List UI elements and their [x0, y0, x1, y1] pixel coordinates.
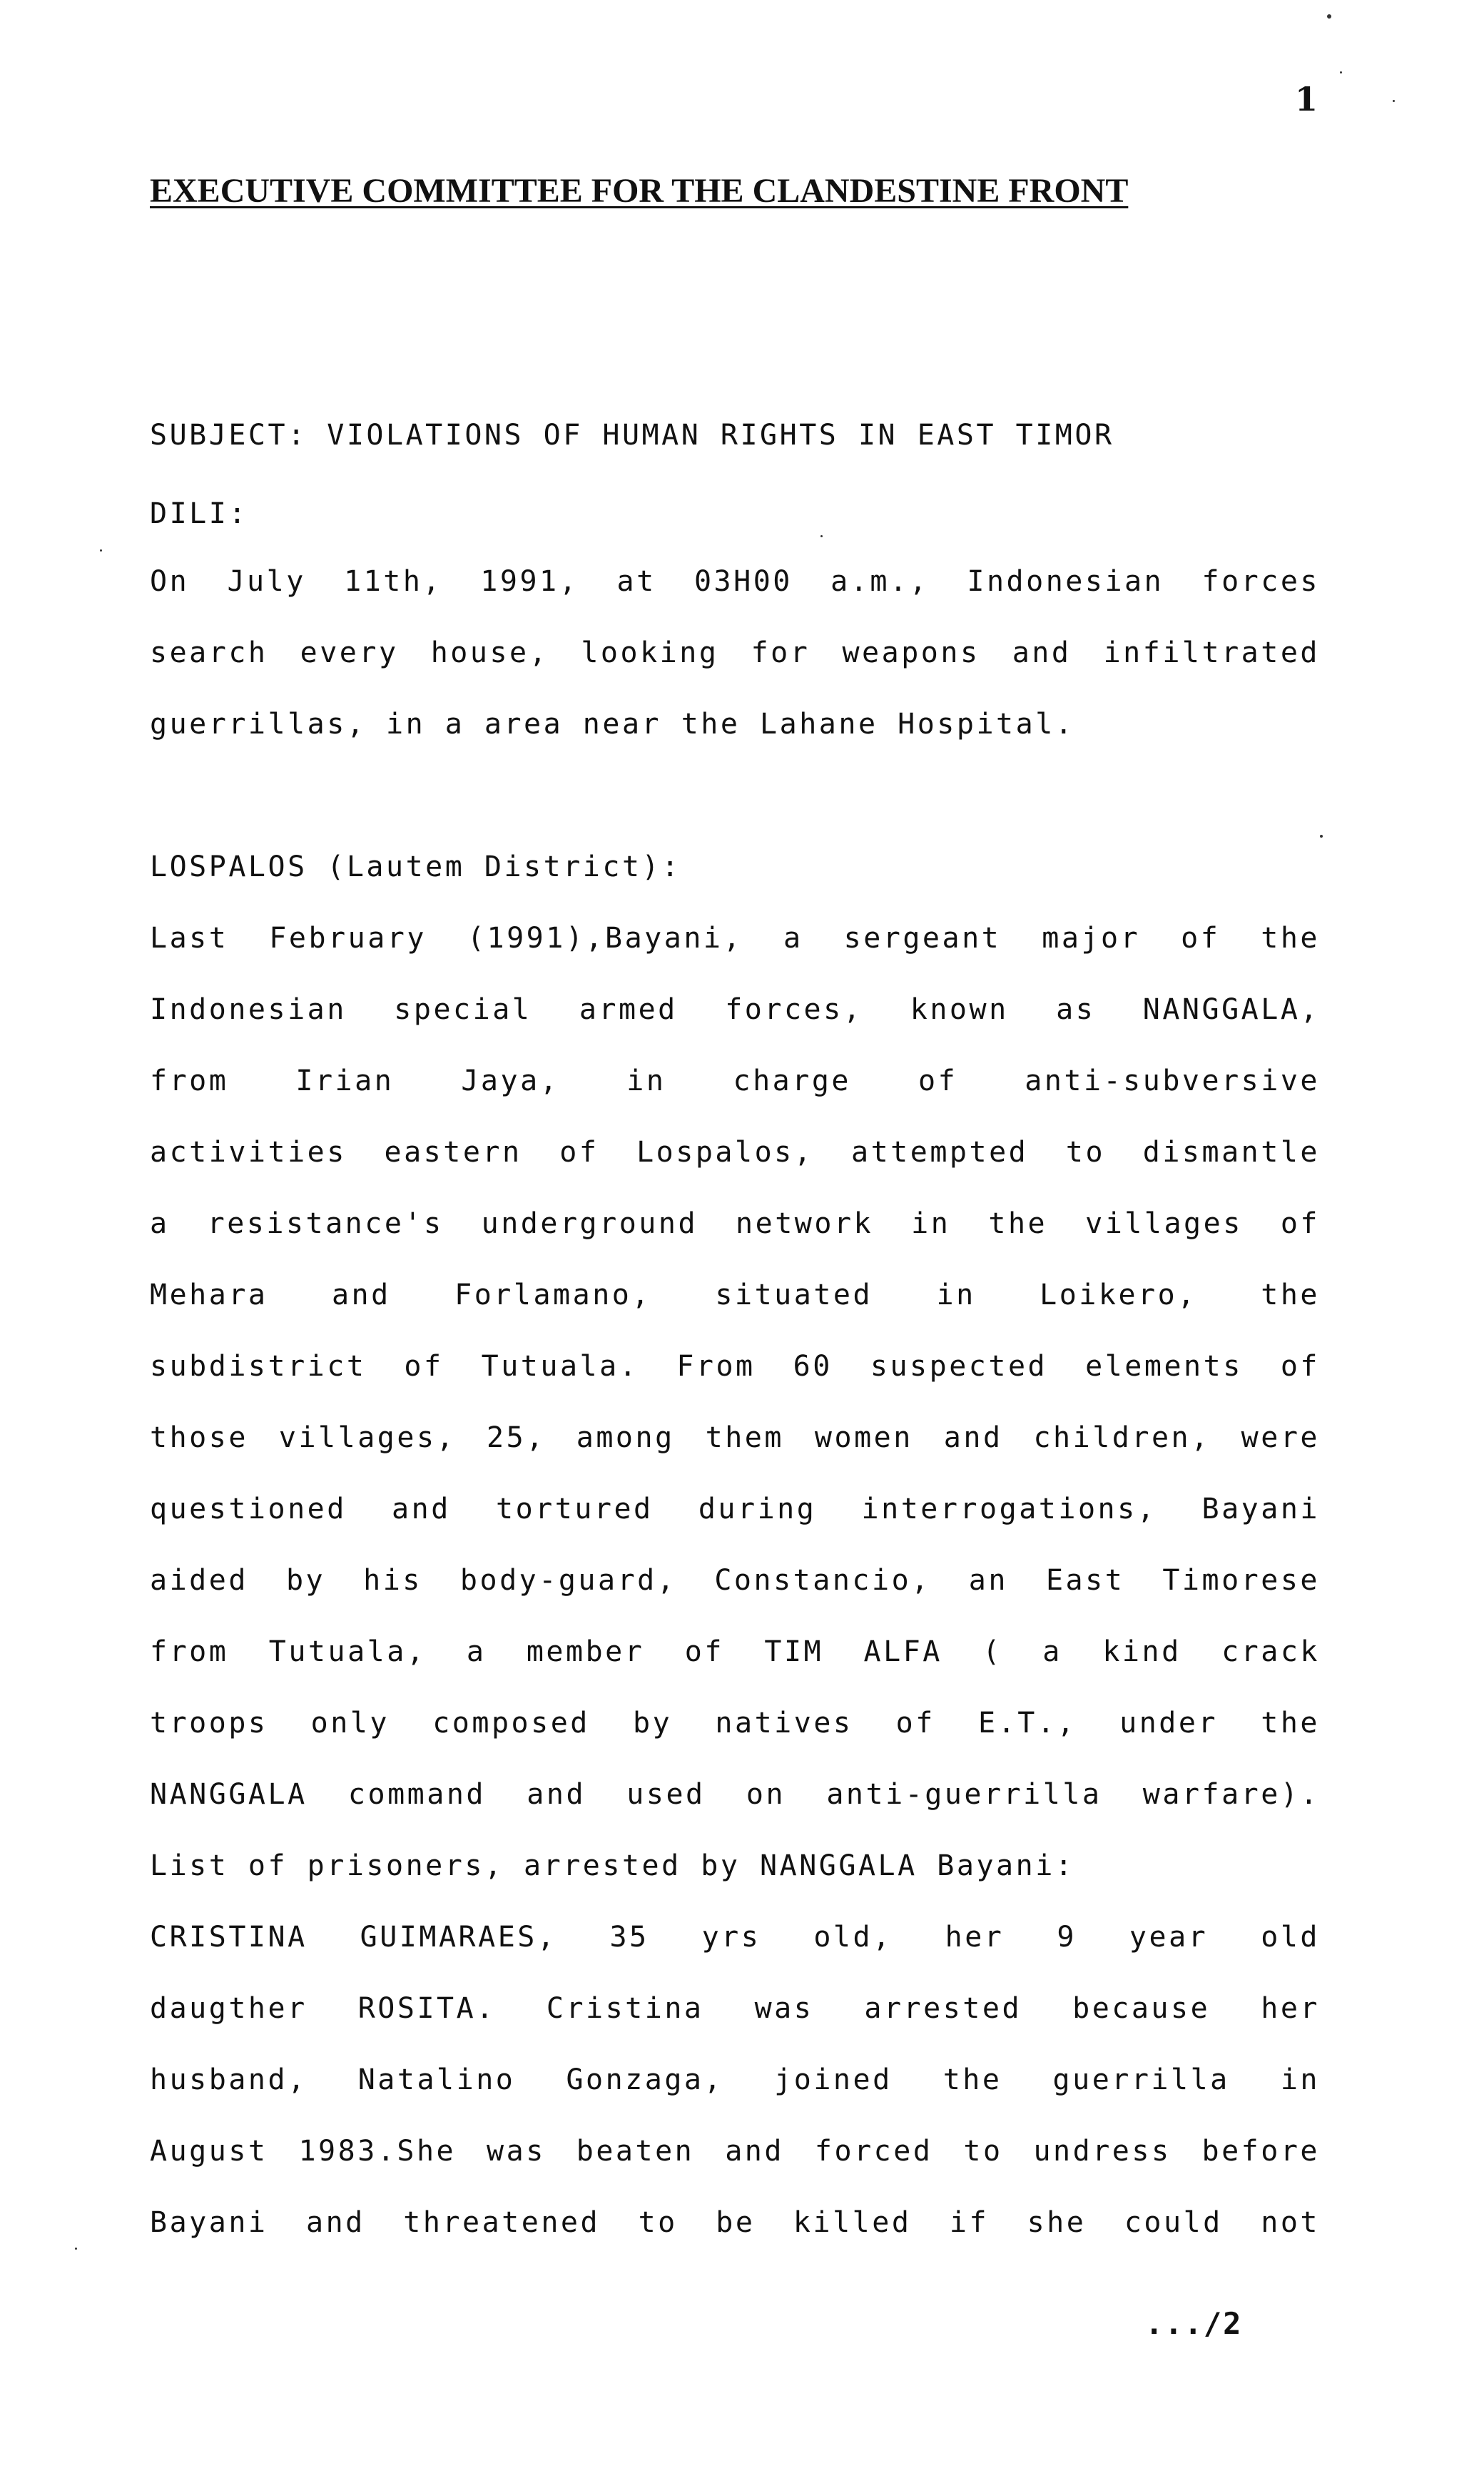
lospalos-line: from Irian Jaya, in charge of anti-subversive [150, 1065, 1320, 1097]
lospalos-line: Indonesian special armed forces, known as NANGGALA, [150, 993, 1320, 1026]
lospalos-line: aided by his body-guard, Constancio, an East Timorese [150, 1564, 1320, 1597]
scan-speck [1327, 14, 1331, 19]
lospalos-line: CRISTINA GUIMARAES, 35 yrs old, her 9 year old [150, 1921, 1320, 1954]
continued-marker: .../2 [1145, 2306, 1243, 2341]
scan-speck [75, 2248, 77, 2250]
lospalos-line: a resistance's underground network in the villages of [150, 1207, 1320, 1240]
lospalos-line: questioned and tortured during interrogations, Bayani [150, 1493, 1320, 1525]
document-heading: EXECUTIVE COMMITTEE FOR THE CLANDESTINE FRONT [150, 172, 1129, 210]
lospalos-line: husband, Natalino Gonzaga, joined the guerrilla in [150, 2063, 1320, 2096]
lospalos-line: Last February (1991),Bayani, a sergeant major of the [150, 922, 1320, 955]
lospalos-line: those villages, 25, among them women and children, were [150, 1421, 1320, 1454]
scan-speck [100, 549, 102, 552]
lospalos-line: subdistrict of Tutuala. From 60 suspected elements of [150, 1350, 1320, 1383]
scan-speck [820, 535, 823, 537]
lospalos-line: daugther ROSITA. Cristina was arrested because her [150, 1992, 1320, 2025]
scan-speck [1393, 100, 1395, 102]
scan-speck [1320, 835, 1323, 838]
dili-line: guerrillas, in a area near the Lahane Hospital. [150, 708, 1075, 741]
subject-line: SUBJECT: VIOLATIONS OF HUMAN RIGHTS IN EAST TIMOR [150, 419, 1114, 452]
lospalos-line: Mehara and Forlamano, situated in Loikero, the [150, 1279, 1320, 1311]
lospalos-line: troops only composed by natives of E.T., under the [150, 1707, 1320, 1740]
lospalos-line: Bayani and threatened to be killed if she could not [150, 2206, 1320, 2239]
lospalos-line: NANGGALA command and used on anti-guerrilla warfare). [150, 1778, 1320, 1811]
lospalos-line: List of prisoners, arrested by NANGGALA Bayani: [150, 1849, 1075, 1882]
lospalos-line: activities eastern of Lospalos, attempted to dismantle [150, 1136, 1320, 1169]
lospalos-label: LOSPALOS (Lautem District): [150, 850, 681, 883]
lospalos-line: August 1983.She was beaten and forced to undress before [150, 2135, 1320, 2168]
dili-line: search every house, looking for weapons and infiltrated [150, 636, 1320, 669]
page-number: 1 [1295, 80, 1318, 118]
dili-label: DILI: [150, 497, 248, 530]
dili-line: On July 11th, 1991, at 03H00 a.m., Indonesian forces [150, 565, 1320, 598]
scan-speck [1340, 71, 1342, 73]
lospalos-line: from Tutuala, a member of TIM ALFA ( a kind crack [150, 1635, 1320, 1668]
